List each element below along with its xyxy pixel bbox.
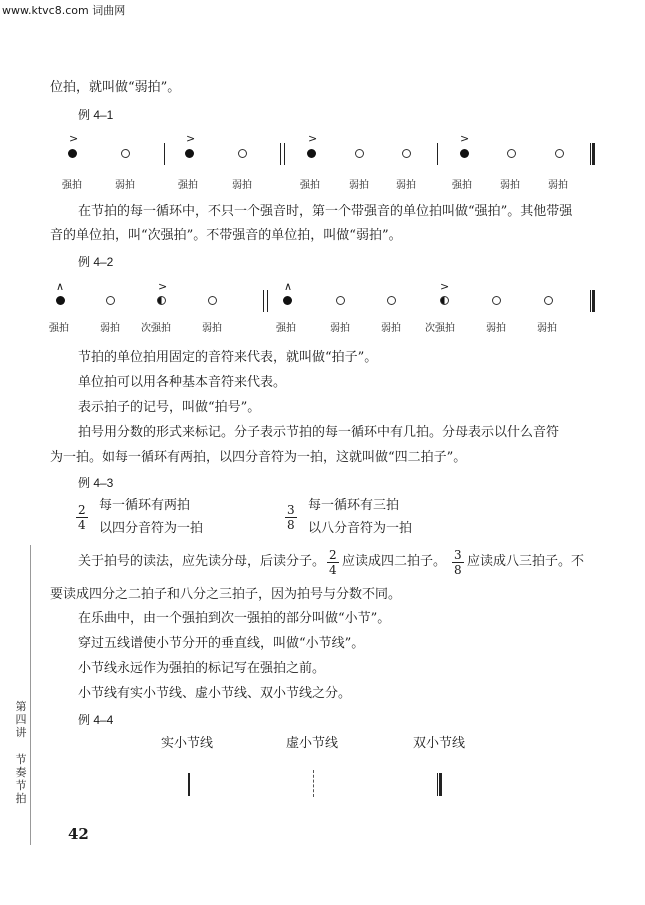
fraction-denominator: 8 [287, 518, 295, 532]
barline-label-dashed: 虚小节线 [286, 736, 339, 751]
weak-beat-dot [402, 149, 411, 158]
beat-label: 弱拍 [349, 180, 369, 191]
beat-label: 次强拍 [141, 323, 171, 334]
para-7: 为一拍。如每一循环有两拍，以四分音符为一拍，这就叫做“四二拍子”。 [50, 450, 467, 465]
final-barline [590, 143, 595, 165]
ex2-title: 例 4–2 [78, 255, 114, 269]
para-12: 小节线有实小节线、虚小节线、双小节线之分。 [78, 686, 352, 701]
weak-beat-dot [555, 149, 564, 158]
weak-beat-dot [544, 296, 553, 305]
fraction-numerator: 3 [454, 548, 462, 562]
para-6: 拍号用分数的形式来标记。分子表示节拍的每一循环中有几拍。分母表示以什么音符 [78, 425, 560, 440]
accent-mark: > [308, 132, 318, 145]
ex3-left-line2: 以四分音符为一拍 [99, 521, 204, 536]
strong-beat-dot [460, 149, 469, 158]
fraction-numerator: 2 [329, 548, 337, 562]
accent-mark: > [460, 132, 470, 145]
beat-label: 弱拍 [548, 180, 568, 191]
beat-label: 弱拍 [537, 323, 557, 334]
para-9: 在乐曲中，由一个强拍到次一强拍的部分叫做“小节”。 [78, 611, 391, 626]
para-3: 节拍的单位拍用固定的音符来代表，就叫做“拍子”。 [78, 350, 378, 365]
barline-label-solid: 实小节线 [161, 736, 214, 751]
reading-part-b: 应读成四二拍子。 [342, 554, 447, 569]
side-tab-chapter: 第四讲 [15, 700, 27, 739]
beat-label: 弱拍 [486, 323, 506, 334]
strong-beat-dot [56, 296, 65, 305]
beat-label: 弱拍 [232, 180, 252, 191]
beat-label: 弱拍 [202, 323, 222, 334]
beat-label: 强拍 [178, 180, 198, 191]
double-barline-thin [267, 290, 268, 312]
strong-beat-dot [283, 296, 292, 305]
strong-beat-dot [68, 149, 77, 158]
ex3-right-line1: 每一循环有三拍 [308, 498, 400, 513]
weak-beat-dot [336, 296, 345, 305]
para-11: 小节线永远作为强拍的标记写在强拍之前。 [78, 661, 326, 676]
accent-mark: > [69, 132, 79, 145]
ex3-right-line2: 以八分音符为一拍 [308, 521, 413, 536]
para-0: 位拍，就叫做“弱拍”。 [50, 80, 181, 95]
site-name: 词曲网 [92, 4, 126, 17]
side-rule [30, 545, 31, 845]
beat-label: 强拍 [300, 180, 320, 191]
accent-mark: > [158, 280, 168, 293]
dashed-barline [313, 770, 314, 797]
accent-mark: > [186, 132, 196, 145]
strong-accent-mark: ∧ [284, 280, 293, 293]
accent-mark: > [440, 280, 450, 293]
fraction-numerator: 2 [78, 503, 86, 517]
weak-beat-dot [208, 296, 217, 305]
weak-beat-dot [387, 296, 396, 305]
strong-accent-mark: ∧ [56, 280, 65, 293]
inline-fraction-2-4 [327, 549, 339, 576]
weak-beat-dot [106, 296, 115, 305]
weak-beat-dot [355, 149, 364, 158]
fraction-denominator: 4 [78, 518, 86, 532]
ex1-title: 例 4–1 [78, 108, 114, 122]
double-barline-thin [284, 143, 285, 165]
barline [164, 143, 165, 165]
fraction-numerator: 3 [287, 503, 295, 517]
secondary-beat-dot [440, 296, 449, 305]
ex3-title: 例 4–3 [78, 476, 114, 490]
beat-label: 弱拍 [396, 180, 416, 191]
beat-label: 强拍 [49, 323, 69, 334]
strong-beat-dot [307, 149, 316, 158]
reading-part-a: 关于拍号的读法，应先读分母，后读分子。 [78, 554, 326, 569]
time-signature-3-8 [285, 504, 297, 531]
double-barline-thin [263, 290, 264, 312]
beat-label: 次强拍 [425, 323, 455, 334]
para-5: 表示拍子的记号，叫做“拍号”。 [78, 400, 261, 415]
double-barline-thin [280, 143, 281, 165]
beat-label: 弱拍 [100, 323, 120, 334]
double-barline [437, 773, 442, 796]
beat-label: 弱拍 [330, 323, 350, 334]
para-10: 穿过五线谱使小节分开的垂直线，叫做“小节线”。 [78, 636, 365, 651]
final-barline [590, 290, 595, 312]
beat-label: 强拍 [452, 180, 472, 191]
weak-beat-dot [121, 149, 130, 158]
weak-beat-dot [238, 149, 247, 158]
secondary-beat-dot [157, 296, 166, 305]
barline-label-double: 双小节线 [413, 736, 466, 751]
site-header [2, 2, 125, 18]
beat-label: 弱拍 [381, 323, 401, 334]
solid-barline [188, 773, 190, 796]
page-number: 42 [68, 825, 89, 843]
beat-label: 弱拍 [500, 180, 520, 191]
strong-beat-dot [185, 149, 194, 158]
ex3-left-line1: 每一循环有两拍 [99, 498, 191, 513]
para-8: 要读成四分之二拍子和八分之三拍子，因为拍号与分数不同。 [50, 587, 402, 602]
reading-part-c: 应读成八三拍子。不 [467, 554, 585, 569]
weak-beat-dot [507, 149, 516, 158]
side-tab-topic: 节奏节拍 [15, 753, 27, 805]
fraction-denominator: 8 [454, 563, 462, 577]
para-1: 在节拍的每一循环中，不只一个强音时，第一个带强音的单位拍叫做“强拍”。其他带强 [78, 204, 573, 219]
time-signature-2-4 [76, 504, 88, 531]
weak-beat-dot [492, 296, 501, 305]
inline-fraction-3-8 [452, 549, 464, 576]
beat-label: 强拍 [276, 323, 296, 334]
fraction-denominator: 4 [329, 563, 337, 577]
site-url: www.ktvc8.com [2, 4, 89, 17]
beat-label: 弱拍 [115, 180, 135, 191]
ex4-title: 例 4–4 [78, 713, 114, 727]
para-4: 单位拍可以用各种基本音符来代表。 [78, 375, 287, 390]
beat-label: 强拍 [62, 180, 82, 191]
barline [437, 143, 438, 165]
para-2: 音的单位拍，叫“次强拍”。不带强音的单位拍，叫做“弱拍”。 [50, 228, 402, 243]
